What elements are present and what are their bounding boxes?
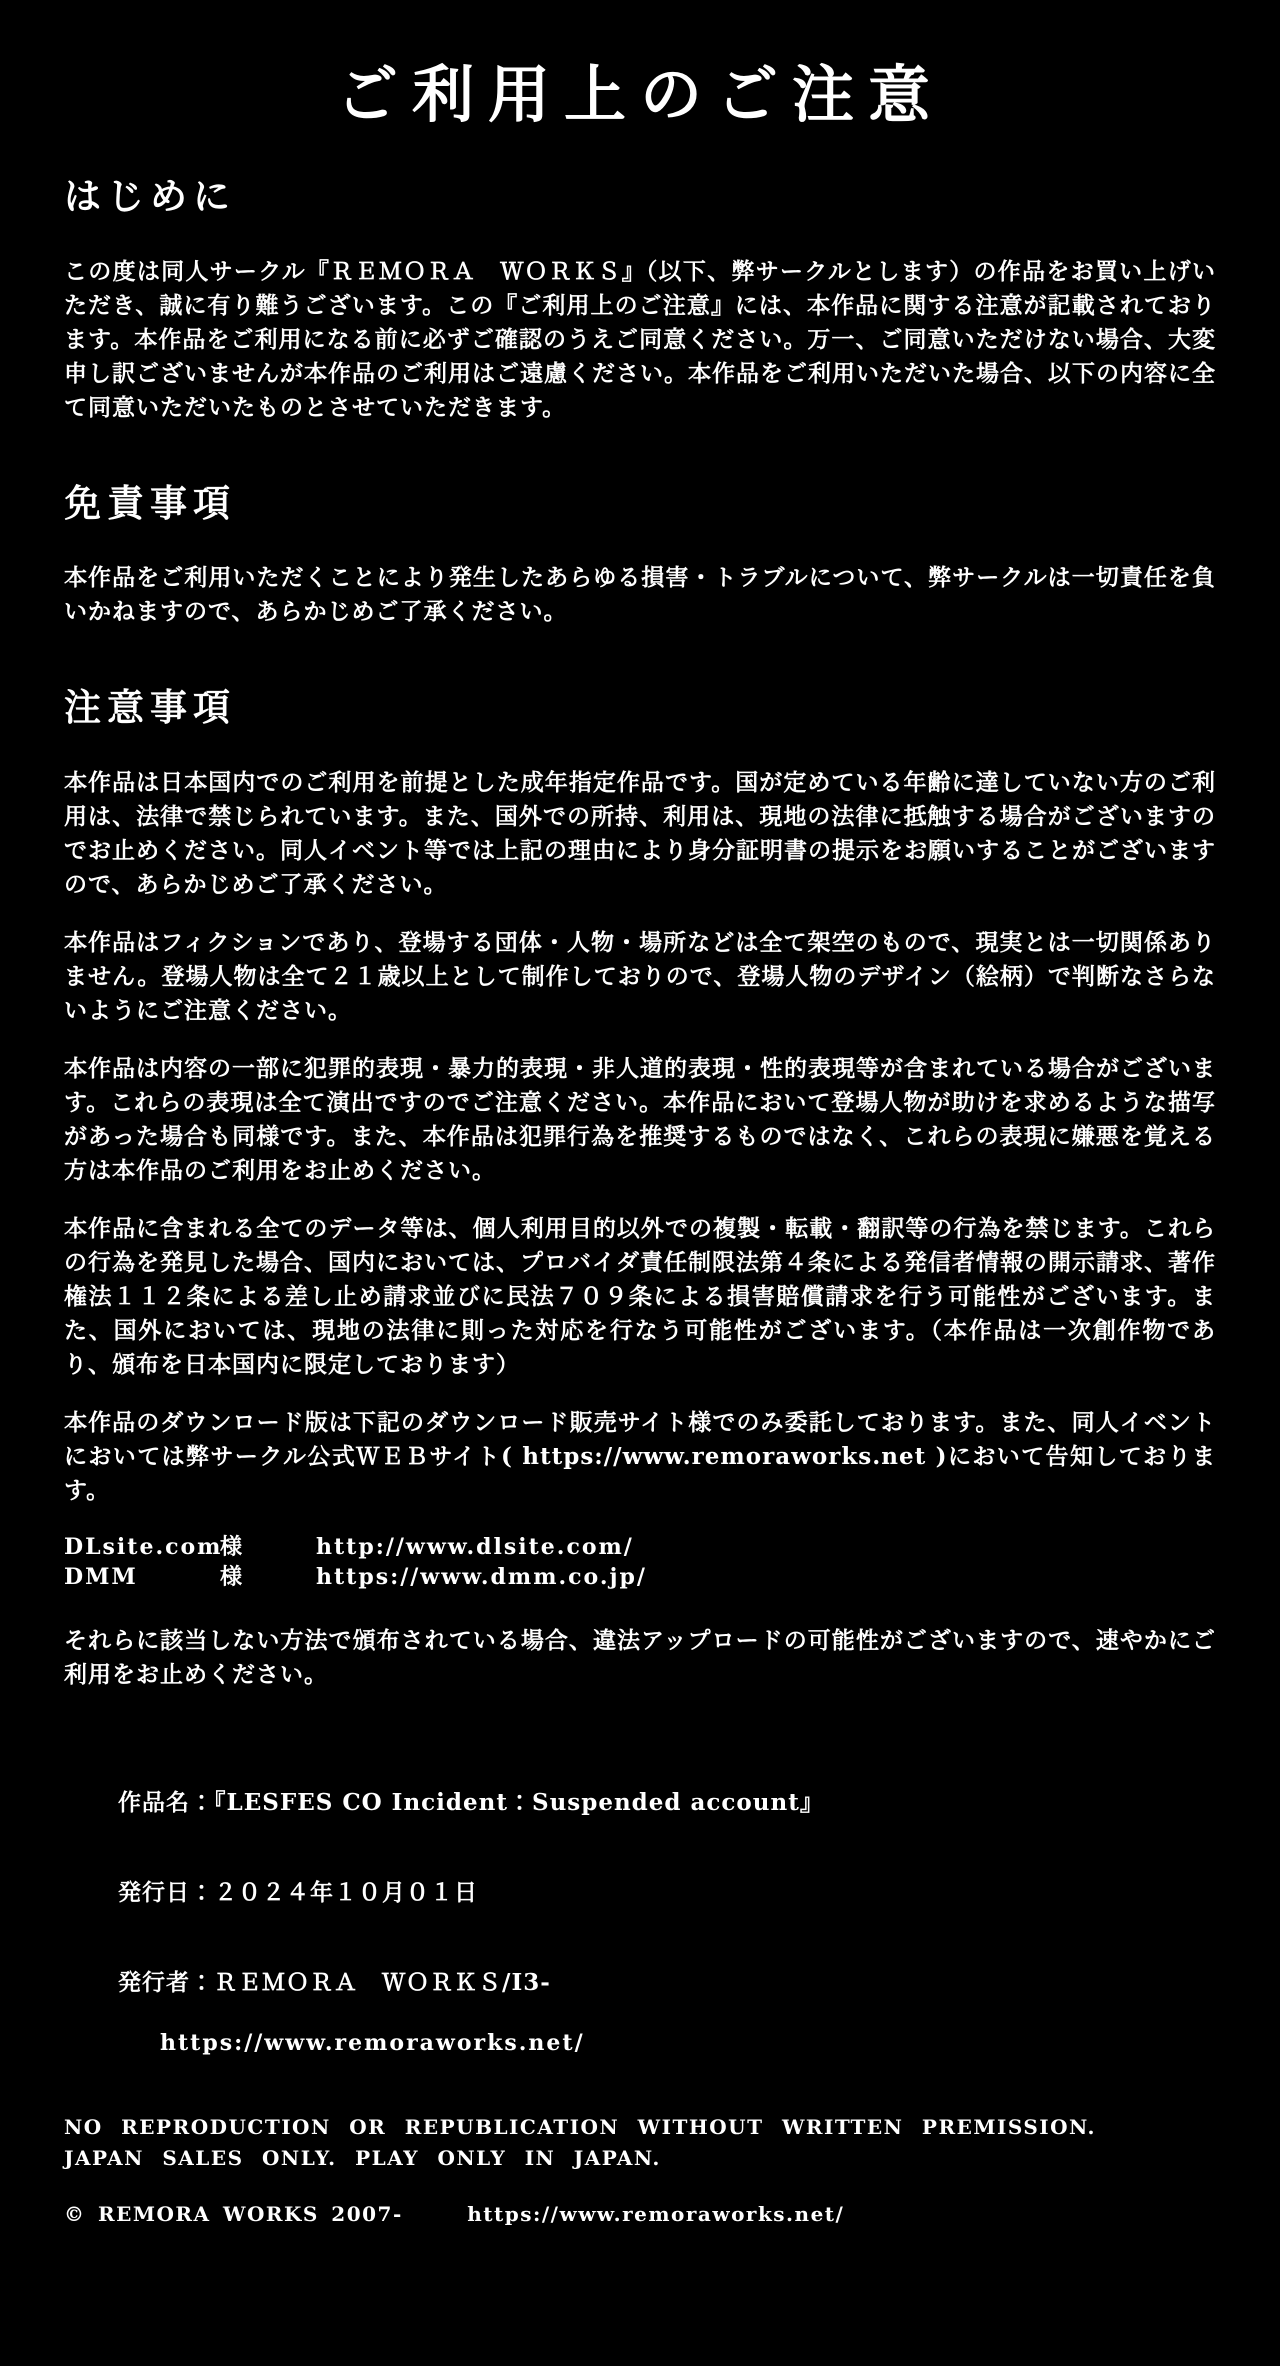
- copyright-text: REMORA WORKS 2007-: [97, 2201, 403, 2226]
- download-site-row-dmm: [64, 1562, 1216, 1592]
- copyright-symbol: ©: [64, 2201, 86, 2226]
- notes-paragraph-copyright: 本作品に含まれる全てのデータ等は、個人利用目的以外での複製・転載・翻訳等の行為を禁じます。これらの行為を発見した場合、国内においては、プロバイダ責任制限法第４条による発信者情報の開示請求、著作権法１１２条による差し止め請求並びに民法７０９条による損害賠償請求を行う可能性がございます。また、国外においては、現地の法律に則った対応を行なう可能性がございます。（本作品は一次創作物であり、頒布を日本国内に限定しております）: [64, 1214, 1216, 1378]
- site-honorific: 様: [220, 1563, 245, 1590]
- copyright-url[interactable]: https://www.remoraworks.net/: [467, 2201, 845, 2226]
- site-name: DMM: [64, 1563, 138, 1590]
- download-site-row-dlsite: [64, 1532, 1216, 1562]
- site-name: DLsite.com: [64, 1533, 223, 1560]
- notes-paragraph-download: 本作品のダウンロード版は下記のダウンロード販売サイト様でのみ委託しております。また、同人イベントにおいては弊サークル公式ＷＥＢサイト( https://www.remoraworks.net )において告知しております。: [64, 1408, 1216, 1504]
- notes-paragraph-age-restriction: 本作品は日本国内でのご利用を前提とした成年指定作品です。国が定めている年齢に達していない方のご利用は、法律で禁じられています。また、国外での所持、利用は、現地の法律に抵触する場合がございますのでお止めください。同人イベント等では上記の理由により身分証明書の提示をお願いすることがございますので、あらかじめご了承ください。: [64, 768, 1216, 898]
- work-info-title-row: [64, 1758, 1216, 1848]
- copyright-line: [64, 2202, 1216, 2226]
- site-url-dmm[interactable]: https://www.dmm.co.jp/: [316, 1563, 647, 1590]
- publisher-url[interactable]: https://www.remoraworks.net/: [160, 2029, 585, 2056]
- page-title: ご利用上のご注意: [335, 58, 944, 131]
- legal-notice-en: [64, 2112, 1216, 2174]
- publisher-value: ＲＥＭＯＲＡ ＷＯＲＫＳ/I3-: [214, 1968, 551, 1996]
- intro-paragraph: この度は同人サークル『ＲＥＭＯＲＡ ＷＯＲＫＳ』（以下、弊サークルとします）の作品をお買い上げいただき、誠に有り難うございます。この『ご利用上のご注意』には、本作品に関する注意が記載されております。本作品をご利用になる前に必ずご確認のうえご同意ください。万一、ご同意いただけない場合、大変申し訳ございませんが本作品のご利用はご遠慮ください。本作品をご利用いただいた場合、以下の内容に全て同意いただいたものとさせていただきます。: [64, 257, 1216, 421]
- disclaimer-paragraph: 本作品をご利用いただくことにより発生したあらゆる損害・トラブルについて、弊サークルは一切責任を負いかねますので、あらかじめご了承ください。: [64, 564, 1216, 626]
- work-title-value: 『LESFES CO Incident：Suspended account』: [214, 1788, 824, 1816]
- work-info-date-row: [64, 1848, 1216, 1938]
- release-date-value: ２０２４年１０月０１日: [214, 1878, 479, 1906]
- release-date-label: 発行日：: [118, 1878, 215, 1906]
- notes-paragraph-fiction: 本作品はフィクションであり、登場する団体・人物・場所などは全て架空のもので、現実とは一切関係ありません。登場人物は全て２１歳以上として制作しておりので、登場人物のデザイン（絵柄）で判断なさらないようにご注意ください。: [64, 928, 1216, 1024]
- site-honorific: 様: [220, 1533, 245, 1560]
- publisher-label: 発行者：: [118, 1968, 215, 1996]
- notes-paragraph-illegal-upload: それらに該当しない方法で頒布されている場合、違法アップロードの可能性がございますので、速やかにご利用をお止めください。: [64, 1626, 1216, 1688]
- download-site-list: [64, 1532, 1216, 1592]
- work-title-label: 作品名：: [118, 1788, 215, 1816]
- legal-line-japan-only: JAPAN SALES ONLY. PLAY ONLY IN JAPAN.: [64, 2145, 661, 2170]
- legal-line-no-reproduction: NO REPRODUCTION OR REPUBLICATION WITHOUT WRITTEN PREMISSION.: [64, 2114, 1097, 2139]
- site-url-dlsite[interactable]: http://www.dlsite.com/: [316, 1533, 634, 1560]
- section-heading-notes: 注意事項: [64, 685, 236, 730]
- work-info-publisher-row: [64, 1938, 1216, 2028]
- section-heading-intro: はじめに: [64, 174, 236, 219]
- work-info-block: [64, 1758, 1216, 2058]
- section-heading-disclaimer: 免責事項: [64, 480, 236, 525]
- notes-paragraph-expressions: 本作品は内容の一部に犯罪的表現・暴力的表現・非人道的表現・性的表現等が含まれている場合がございます。これらの表現は全て演出ですのでご注意ください。本作品において登場人物が助けを求めるような描写があった場合も同様です。また、本作品は犯罪行為を推奨するものではなく、これらの表現に嫌悪を覚える方は本作品のご利用をお止めください。: [64, 1054, 1216, 1184]
